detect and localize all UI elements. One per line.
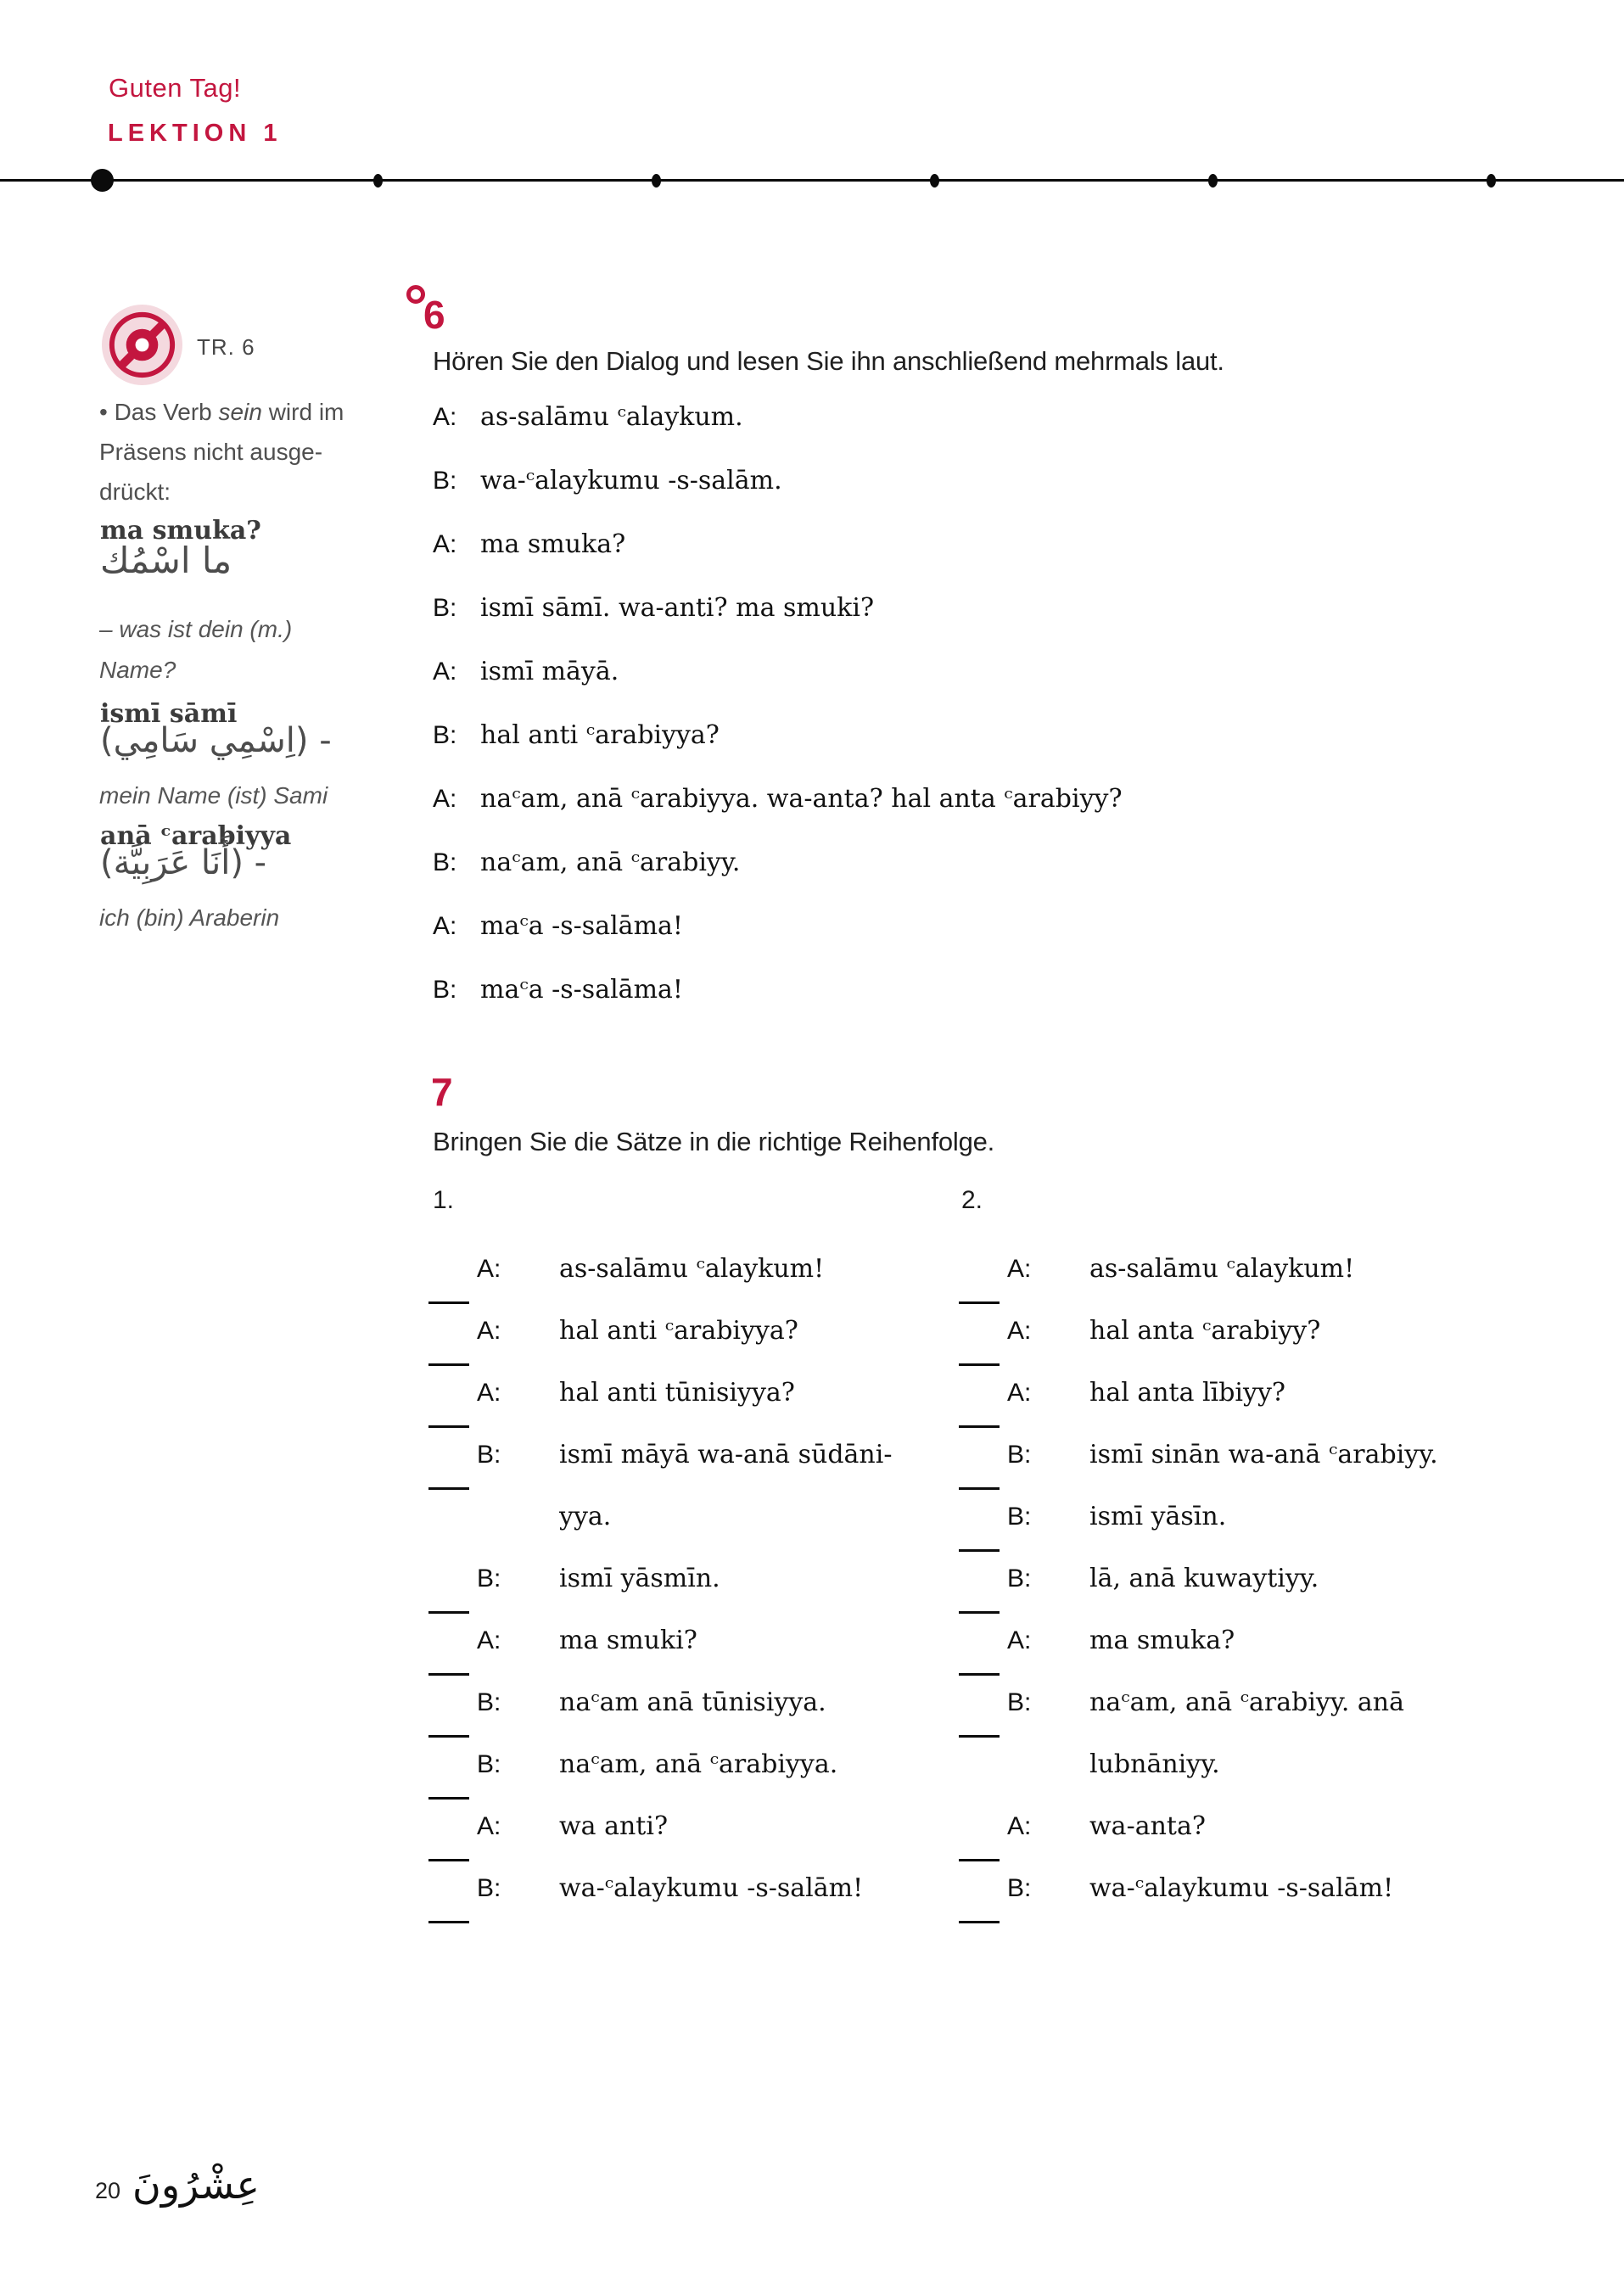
chapter-greeting: Guten Tag!: [109, 73, 242, 103]
rule-dot: [1487, 174, 1496, 188]
dialog-line: [433, 911, 1123, 975]
sequence-item: [959, 1749, 1502, 1811]
speaker-label: B:: [477, 1874, 501, 1902]
dialog-line: [433, 657, 1123, 720]
speaker-label: B:: [433, 467, 457, 495]
dialog: [433, 402, 1123, 1038]
vocab-transliteration: ismī sāmī: [100, 699, 238, 729]
answer-blank: [428, 1797, 469, 1800]
answer-blank: [959, 1735, 1000, 1738]
sequence-item: [428, 1626, 946, 1688]
speaker-label: A:: [1007, 1812, 1032, 1840]
exercise-instruction: Hören Sie den Dialog und lesen Sie ihn anschließend mehrmals laut.: [433, 346, 1224, 376]
speaker-label: A:: [433, 530, 457, 558]
sentence-text: wa-ᶜalaykumu -s-salām!: [559, 1873, 864, 1903]
dialog-line: [433, 848, 1123, 911]
sequence-item: [959, 1254, 1502, 1316]
track-number-label: TR. 6: [197, 334, 255, 360]
sequence-item: [959, 1440, 1502, 1502]
vocab-gloss: – was ist dein (m.): [99, 616, 293, 642]
dialog-text: ismī māyā.: [480, 657, 619, 686]
sequence-item: [428, 1316, 946, 1378]
speaker-label: B:: [477, 1688, 501, 1716]
sentence-text: hal anti ᶜarabiyya?: [559, 1316, 798, 1346]
speaker-label: A:: [1007, 1317, 1032, 1345]
dialog-text: wa-ᶜalaykumu -s-salām.: [480, 466, 782, 495]
sentence-text: as-salāmu ᶜalaykum!: [559, 1254, 825, 1284]
speaker-label: A:: [477, 1812, 501, 1840]
sentence-text: hal anta lībiyy?: [1089, 1378, 1285, 1408]
dialog-text: ma smuka?: [480, 529, 626, 559]
dialog-text: naᶜam, anā ᶜarabiyya. wa-anta? hal anta ᶜarabiyy?: [480, 784, 1123, 814]
sequence-item: [959, 1378, 1502, 1440]
dialog-text: maᶜa -s-salāma!: [480, 911, 683, 941]
speaker-label: A:: [477, 1255, 501, 1283]
sentence-text: naᶜam, anā ᶜarabiyya.: [559, 1749, 838, 1779]
speaker-label: B:: [1007, 1565, 1032, 1593]
answer-blank: [428, 1921, 469, 1923]
sequence-column-1: [428, 1254, 946, 1935]
vocab-arabic: - (اِسْمِي سَامِي): [100, 721, 332, 760]
dialog-text: naᶜam, anā ᶜarabiyy.: [480, 848, 741, 877]
sentence-text: wa-ᶜalaykumu -s-salām!: [1089, 1873, 1394, 1903]
answer-blank: [428, 1487, 469, 1490]
answer-blank: [428, 1735, 469, 1738]
speaker-label: B:: [1007, 1441, 1032, 1469]
speaker-label: A:: [1007, 1626, 1032, 1654]
sequence-column-2: [959, 1254, 1502, 1935]
sequence-item: [959, 1873, 1502, 1935]
sentence-text: ma smuki?: [559, 1626, 697, 1655]
sequence-item: [428, 1564, 946, 1626]
speaker-label: A:: [433, 658, 457, 686]
speaker-label: A:: [433, 912, 457, 940]
dialog-line: [433, 593, 1123, 657]
sequence-item: [959, 1564, 1502, 1626]
sentence-text: wa-anta?: [1089, 1811, 1206, 1841]
sentence-text: ismī yāsīn.: [1089, 1502, 1227, 1531]
speaker-label: B:: [1007, 1874, 1032, 1902]
sentence-text: lā, anā kuwaytiyy.: [1089, 1564, 1319, 1593]
rule-dot: [652, 174, 661, 188]
sentence-text: hal anti tūnisiyya?: [559, 1378, 795, 1408]
speaker-label: B:: [433, 721, 457, 749]
dialog-line: [433, 975, 1123, 1038]
sentence-text: ismī māyā wa-anā sūdāni-: [559, 1440, 893, 1469]
audio-exercise-marker-ring: [406, 285, 425, 304]
sequence-item: [959, 1811, 1502, 1873]
sentence-text: hal anta ᶜarabiyy?: [1089, 1316, 1321, 1346]
sequence-item: [959, 1502, 1502, 1564]
speaker-label: B:: [1007, 1503, 1032, 1531]
page-number: 20: [95, 2178, 121, 2203]
sequence-item: [428, 1688, 946, 1749]
vocab-gloss: mein Name (ist) Sami: [99, 782, 328, 809]
sequence-item: [428, 1873, 946, 1935]
exercise-number: 7: [431, 1070, 453, 1114]
sentence-text: ma smuka?: [1089, 1626, 1235, 1655]
speaker-label: B:: [433, 848, 457, 876]
rule-dot-large: [91, 169, 114, 192]
speaker-label: B:: [1007, 1688, 1032, 1716]
header-rule: [0, 179, 1624, 182]
sentence-text: lubnāniyy.: [1089, 1749, 1220, 1779]
page-footer: [95, 2162, 260, 2208]
sequence-item: [428, 1440, 946, 1502]
answer-blank: [959, 1859, 1000, 1861]
speaker-label: A:: [477, 1379, 501, 1407]
grammar-note-line: Präsens nicht ausge-: [99, 439, 323, 465]
dialog-line: [433, 529, 1123, 593]
vocab-transliteration: ma smuka?: [100, 516, 261, 546]
sentence-text: ismī yāsmīn.: [559, 1564, 720, 1593]
sentence-text: naᶜam anā tūnisiyya.: [559, 1688, 826, 1717]
dialog-line: [433, 402, 1123, 466]
rule-dot: [1208, 174, 1218, 188]
column-label: 2.: [961, 1186, 983, 1214]
speaker-label: B:: [477, 1565, 501, 1593]
exercise-instruction: Bringen Sie die Sätze in die richtige Reihenfolge.: [433, 1127, 995, 1156]
answer-blank: [428, 1673, 469, 1676]
grammar-note: [99, 392, 392, 512]
grammar-note-line: • Das Verb sein wird im: [99, 399, 344, 425]
speaker-label: B:: [477, 1750, 501, 1778]
column-label: 1.: [433, 1186, 455, 1214]
sequence-item: [428, 1749, 946, 1811]
sentence-text: yya.: [559, 1502, 612, 1531]
dialog-line: [433, 784, 1123, 848]
speaker-label: A:: [433, 403, 457, 431]
dialog-line: [433, 466, 1123, 529]
answer-blank: [959, 1611, 1000, 1614]
sentence-text: as-salāmu ᶜalaykum!: [1089, 1254, 1355, 1284]
grammar-note-line: drückt:: [99, 479, 171, 505]
sentence-text: naᶜam, anā ᶜarabiyy. anā: [1089, 1688, 1405, 1717]
vocab-transliteration: anā ᶜarabiyya: [100, 821, 292, 851]
answer-blank: [428, 1301, 469, 1304]
dialog-line: [433, 720, 1123, 784]
sequence-item: [959, 1316, 1502, 1378]
lesson-title: LEKTION 1: [108, 120, 283, 147]
sequence-item: [428, 1811, 946, 1873]
answer-blank: [428, 1425, 469, 1428]
speaker-label: B:: [433, 976, 457, 1004]
sequence-item: [959, 1626, 1502, 1688]
rule-dot: [373, 174, 383, 188]
speaker-label: B:: [433, 594, 457, 622]
sentence-text: ismī sinān wa-anā ᶜarabiyy.: [1089, 1440, 1438, 1469]
vocab-arabic: - (أَنَا عَرَبِيَّة): [100, 843, 267, 882]
speaker-label: A:: [1007, 1255, 1032, 1283]
dialog-text: ismī sāmī. wa-anti? ma smuki?: [480, 593, 875, 623]
answer-blank: [959, 1921, 1000, 1923]
sequence-item: [428, 1254, 946, 1316]
answer-blank: [428, 1859, 469, 1861]
exercise-number: 6: [423, 293, 445, 337]
speaker-label: B:: [477, 1441, 501, 1469]
answer-blank: [428, 1363, 469, 1366]
speaker-label: A:: [477, 1317, 501, 1345]
speaker-label: A:: [433, 785, 457, 813]
speaker-label: A:: [477, 1626, 501, 1654]
cd-audio-icon: [100, 303, 184, 387]
answer-blank: [959, 1673, 1000, 1676]
dialog-text: maᶜa -s-salāma!: [480, 975, 683, 1005]
dialog-text: hal anti ᶜarabiyya?: [480, 720, 720, 750]
answer-blank: [428, 1611, 469, 1614]
answer-blank: [959, 1301, 1000, 1304]
sequence-item: [428, 1378, 946, 1440]
answer-blank: [959, 1487, 1000, 1490]
sentence-text: wa anti?: [559, 1811, 669, 1841]
answer-blank: [959, 1363, 1000, 1366]
sequence-item: [428, 1502, 946, 1564]
speaker-label: A:: [1007, 1379, 1032, 1407]
answer-blank: [959, 1549, 1000, 1552]
vocab-gloss: ich (bin) Araberin: [99, 904, 280, 931]
sequence-item: [959, 1688, 1502, 1749]
page-number-arabic: عِشْرُونَ: [132, 2162, 260, 2208]
rule-dot: [930, 174, 939, 188]
vocab-arabic: ما اسْمُك: [100, 540, 232, 581]
answer-blank: [959, 1425, 1000, 1428]
dialog-text: as-salāmu ᶜalaykum.: [480, 402, 743, 432]
vocab-gloss: Name?: [99, 657, 176, 683]
